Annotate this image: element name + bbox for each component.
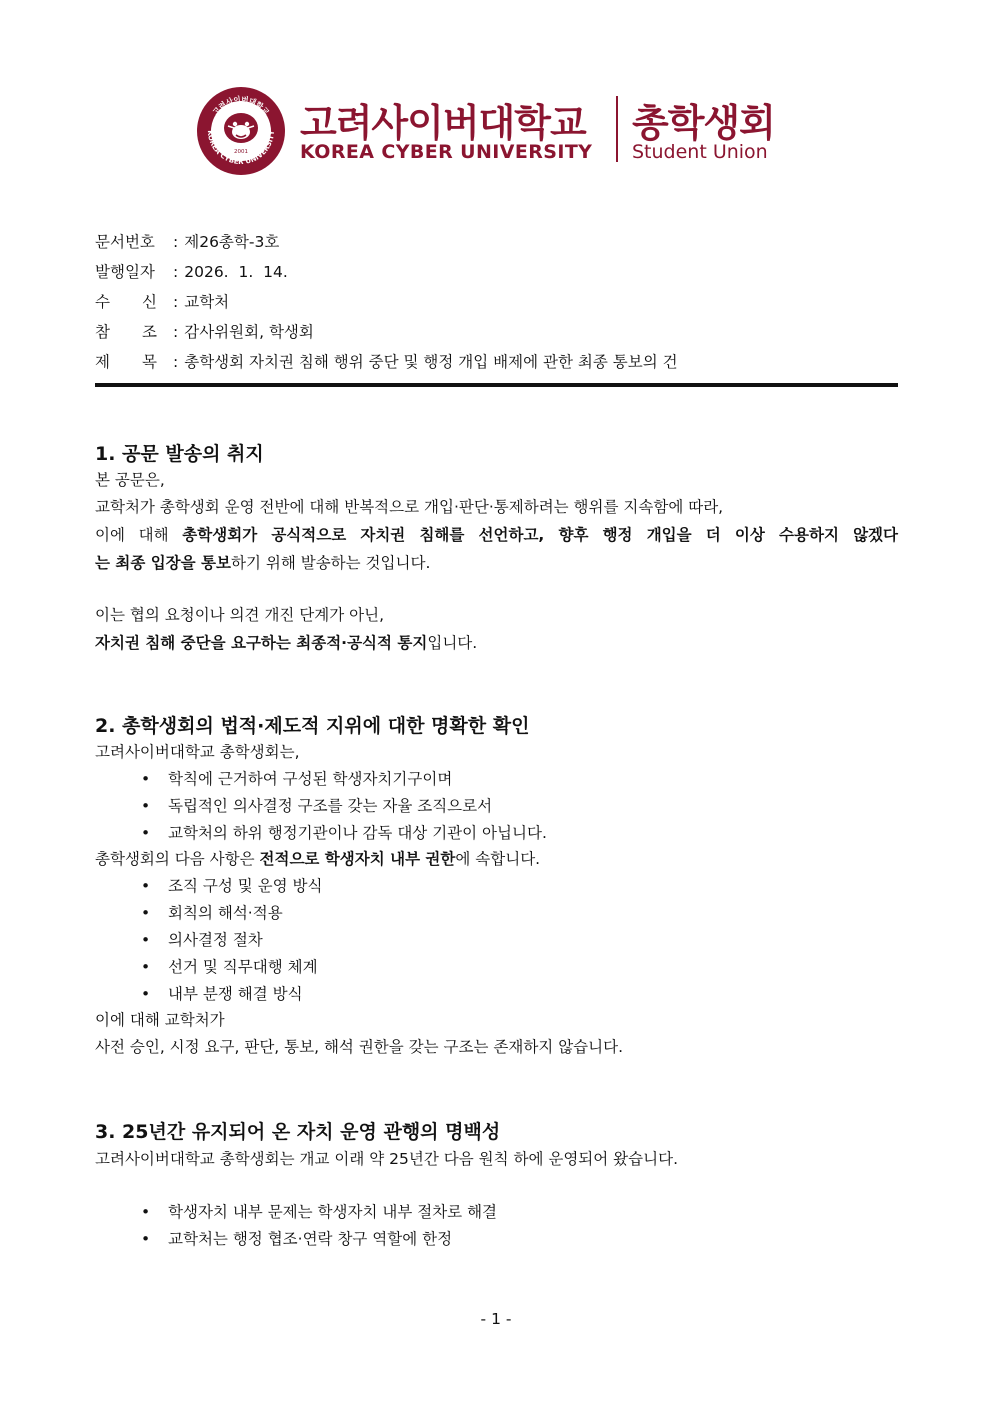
- meta-sep: :: [173, 293, 179, 311]
- document-meta: [95, 230, 678, 380]
- meta-value: 감사위원회, 학생회: [184, 323, 314, 341]
- meta-label: 발행일자: [95, 263, 155, 281]
- s3-intro: 고려사이버대학교 총학생회는 개교 이래 약 25년간 다음 원칙 하에 운영되어 왔습니다.: [95, 1150, 679, 1168]
- list-item: • 학생자치 내부 문제는 학생자치 내부 절차로 해결: [144, 1199, 497, 1226]
- meta-label: 참 조: [95, 323, 157, 341]
- page-number: - 1 -: [480, 1310, 512, 1328]
- tiger-icon: [224, 113, 258, 143]
- s1-line-4: 는 최종 입장을 통보하기 위해 발송하는 것입니다.: [95, 554, 431, 572]
- section-3-title: 3. 25년간 유지되어 온 자치 운영 관행의 명백성: [95, 1121, 501, 1143]
- list-item: • 독립적인 의사결정 구조를 갖는 자율 조직으로서: [144, 793, 492, 820]
- list-item: • 조직 구성 및 운영 방식: [144, 873, 322, 900]
- s1-line-5: 이는 협의 요청이나 의견 개진 단계가 아닌,: [95, 606, 385, 624]
- meta-label: 문서번호: [95, 233, 155, 251]
- s1-line-3: 이에 대해 총학생회가 공식적으로 자치권 침해를 선언하고, 향후 행정 개입을 더 이상 수용하지 않겠다: [95, 526, 898, 544]
- list-item: • 교학처는 행정 협조·연락 창구 역할에 한정: [144, 1226, 452, 1253]
- s2-end-2: 사전 승인, 시정 요구, 판단, 통보, 해석 권한을 갖는 구조는 존재하지 않습니다.: [95, 1038, 624, 1056]
- s1-line-6: 자치권 침해 중단을 요구하는 최종적·공식적 통지입니다.: [95, 634, 478, 652]
- s2-intro: 고려사이버대학교 총학생회는,: [95, 743, 300, 761]
- list-item: • 내부 분쟁 해결 방식: [144, 981, 303, 1008]
- s2-end-1: 이에 대해 교학처가: [95, 1011, 225, 1029]
- s1-line-2: 교학처가 총학생회 운영 전반에 대해 반복적으로 개입·판단·통제하려는 행위를 지속함에 따라,: [95, 498, 724, 516]
- meta-label: 수 신: [95, 293, 157, 311]
- meta-sep: :: [173, 353, 179, 371]
- meta-date: [95, 260, 678, 290]
- list-item: • 교학처의 하위 행정기관이나 감독 대상 기관이 아닙니다.: [144, 820, 547, 847]
- meta-sep: :: [173, 233, 179, 251]
- seal-year: 2001: [234, 149, 248, 155]
- header-logo: [196, 86, 786, 176]
- logo-divider: [616, 96, 618, 162]
- meta-value: 제26총학-3호: [184, 233, 280, 251]
- s2-mid: 총학생회의 다음 사항은 전적으로 학생자치 내부 권한에 속합니다.: [95, 850, 541, 868]
- header-rule: [95, 383, 898, 387]
- logo-name-en: KOREA CYBER UNIVERSITY: [300, 141, 593, 163]
- university-seal-icon: [196, 86, 286, 176]
- meta-value: 총학생회 자치권 침해 행위 중단 및 행정 개입 배제에 관한 최종 통보의 건: [184, 353, 678, 371]
- seal-top-text: 고려사이버대학교: [211, 94, 271, 117]
- meta-value: 교학처: [184, 293, 230, 311]
- list-item: • 학칙에 근거하여 구성된 학생자치기구이며: [144, 766, 452, 793]
- seal-bottom-text: KOREA CYBER UNIVERSITY: [205, 130, 277, 167]
- section-1-title: 1. 공문 발송의 취지: [95, 443, 264, 465]
- list-item: • 회칙의 해석·적용: [144, 900, 283, 927]
- meta-cc: [95, 320, 678, 350]
- meta-label: 제 목: [95, 353, 157, 371]
- section-2-title: 2. 총학생회의 법적·제도적 지위에 대한 명확한 확인: [95, 715, 530, 737]
- logo-union-en: Student Union: [632, 141, 768, 163]
- meta-sep: :: [173, 323, 179, 341]
- list-item: • 선거 및 직무대행 체계: [144, 954, 318, 981]
- logo-union-kr: 총학생회: [632, 101, 775, 145]
- meta-to: [95, 290, 678, 320]
- meta-value: 2026. 1. 14.: [184, 263, 288, 281]
- meta-doc-no: [95, 230, 678, 260]
- logo-name-kr: 고려사이버대학교: [300, 101, 586, 145]
- list-item: • 의사결정 절차: [144, 927, 263, 954]
- s1-line-1: 본 공문은,: [95, 471, 165, 489]
- meta-subject: [95, 350, 678, 380]
- meta-sep: :: [173, 263, 179, 281]
